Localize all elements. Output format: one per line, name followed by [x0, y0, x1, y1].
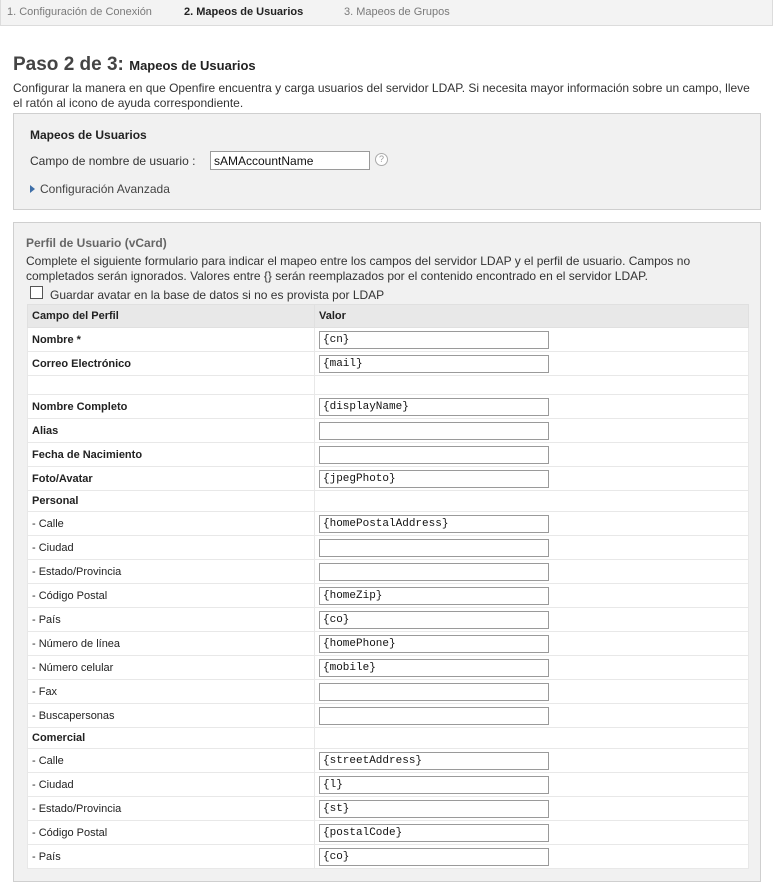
step-connection-settings[interactable]: 1. Configuración de Conexión: [7, 6, 152, 18]
page-title-name: Mapeos de Usuarios: [129, 58, 256, 73]
store-avatar-checkbox[interactable]: [30, 286, 43, 299]
field-label: Nombre *: [28, 328, 315, 352]
field-label: Correo Electrónico: [28, 352, 315, 376]
table-row: [28, 680, 749, 704]
table-spacer-row: [28, 376, 749, 395]
user-profile-panel: [13, 222, 761, 882]
user-mappings-title: Mapeos de Usuarios: [30, 128, 147, 142]
profile-description: Complete el siguiente formulario para indicar el mapeo entre los campos del servidor LDAP y el perfil de usuario. Campos no completados serán ignorados. Valores entre {} serán reemplazados por el contenido encontrado en el servidor LDAP.: [26, 254, 691, 283]
table-row: [28, 845, 749, 869]
page-title-step: Paso 2 de 3:: [13, 54, 124, 75]
table-row: [28, 749, 749, 773]
field-label: Foto/Avatar: [28, 467, 315, 491]
field-label: - Fax: [28, 680, 315, 704]
value-cell: [315, 749, 749, 773]
field-label: Alias: [28, 419, 315, 443]
username-field-input[interactable]: [210, 151, 370, 170]
field-label: - País: [28, 845, 315, 869]
field-value-input[interactable]: [319, 635, 549, 653]
section-label: Personal: [28, 491, 315, 512]
table-row: [28, 797, 749, 821]
field-value-input[interactable]: [319, 752, 549, 770]
expand-arrow-icon[interactable]: [30, 185, 35, 193]
value-cell: [315, 560, 749, 584]
value-cell: [315, 632, 749, 656]
table-row: [28, 560, 749, 584]
field-label: - Buscapersonas: [28, 704, 315, 728]
field-value-input[interactable]: [319, 355, 549, 373]
field-label: - Estado/Provincia: [28, 797, 315, 821]
table-row: [28, 512, 749, 536]
table-row: [28, 328, 749, 352]
value-cell: [315, 536, 749, 560]
field-value-input[interactable]: [319, 470, 549, 488]
table-row: [28, 821, 749, 845]
table-row: [28, 352, 749, 376]
section-label: Comercial: [28, 728, 315, 749]
step-group-mappings[interactable]: 3. Mapeos de Grupos: [344, 6, 450, 18]
value-cell: [315, 704, 749, 728]
table-row: [28, 419, 749, 443]
value-cell: [315, 512, 749, 536]
value-cell: [315, 680, 749, 704]
field-label: - Calle: [28, 749, 315, 773]
field-value-input[interactable]: [319, 707, 549, 725]
field-label: - Código Postal: [28, 821, 315, 845]
field-value-input[interactable]: [319, 587, 549, 605]
page-intro: Configurar la manera en que Openfire encuentra y carga usuarios del servidor LDAP. Si necesita mayor información sobre un campo, lleve el ratón al icono de ayuda correspondiente.: [13, 81, 750, 110]
table-row: [28, 443, 749, 467]
field-label: - Estado/Provincia: [28, 560, 315, 584]
value-cell: [315, 845, 749, 869]
field-value-input[interactable]: [319, 611, 549, 629]
field-label: - País: [28, 608, 315, 632]
field-value-input[interactable]: [319, 422, 549, 440]
table-row: [28, 584, 749, 608]
value-cell: [315, 395, 749, 419]
field-value-input[interactable]: [319, 659, 549, 677]
user-mappings-panel: [13, 113, 761, 210]
value-cell: [315, 773, 749, 797]
value-cell: [315, 821, 749, 845]
field-value-input[interactable]: [319, 824, 549, 842]
table-row: [28, 536, 749, 560]
field-value-input[interactable]: [319, 446, 549, 464]
field-label: - Código Postal: [28, 584, 315, 608]
column-header-value: Valor: [315, 305, 749, 328]
field-value-input[interactable]: [319, 515, 549, 533]
value-cell: [315, 467, 749, 491]
field-label: - Calle: [28, 512, 315, 536]
table-row: [28, 395, 749, 419]
value-cell: [315, 656, 749, 680]
profile-title: Perfil de Usuario (vCard): [26, 236, 167, 250]
wizard-steps-bar: [0, 0, 773, 26]
table-row: [28, 704, 749, 728]
table-row: [28, 467, 749, 491]
table-row: [28, 773, 749, 797]
step-user-mappings[interactable]: 2. Mapeos de Usuarios: [184, 6, 304, 18]
username-field-label: Campo de nombre de usuario :: [30, 154, 196, 168]
value-cell: [315, 608, 749, 632]
value-cell: [315, 797, 749, 821]
field-label: - Número celular: [28, 656, 315, 680]
field-label: - Ciudad: [28, 773, 315, 797]
section-row-personal: [28, 491, 749, 512]
value-cell: [315, 328, 749, 352]
field-value-input[interactable]: [319, 683, 549, 701]
field-label: - Número de línea: [28, 632, 315, 656]
table-row: [28, 632, 749, 656]
value-cell: [315, 443, 749, 467]
help-icon[interactable]: ?: [375, 153, 388, 166]
store-avatar-label: Guardar avatar en la base de datos si no es provista por LDAP: [50, 288, 385, 302]
table-row: [28, 656, 749, 680]
field-label: Fecha de Nacimiento: [28, 443, 315, 467]
advanced-settings-toggle[interactable]: Configuración Avanzada: [40, 182, 170, 196]
field-value-input[interactable]: [319, 539, 549, 557]
field-value-input[interactable]: [319, 800, 549, 818]
field-value-input[interactable]: [319, 398, 549, 416]
field-value-input[interactable]: [319, 563, 549, 581]
field-label: Nombre Completo: [28, 395, 315, 419]
field-label: - Ciudad: [28, 536, 315, 560]
page-title: [13, 54, 256, 76]
field-value-input[interactable]: [319, 331, 549, 349]
field-value-input[interactable]: [319, 848, 549, 866]
table-row: [28, 608, 749, 632]
value-cell: [315, 584, 749, 608]
profile-mapping-table: [27, 304, 749, 869]
field-value-input[interactable]: [319, 776, 549, 794]
value-cell: [315, 352, 749, 376]
section-row-business: [28, 728, 749, 749]
column-header-field: Campo del Perfil: [28, 305, 315, 328]
value-cell: [315, 419, 749, 443]
